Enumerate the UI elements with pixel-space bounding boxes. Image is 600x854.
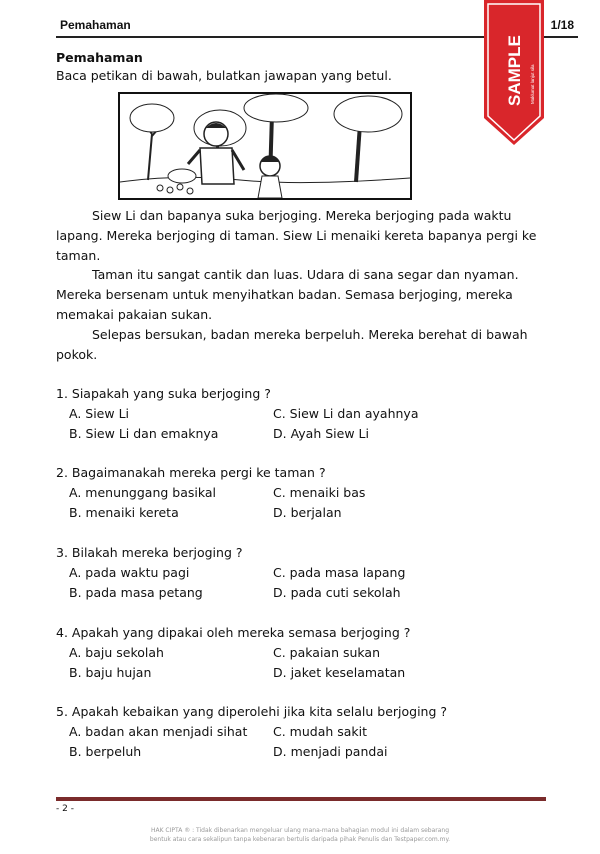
option-a[interactable]: A. pada waktu pagi [69, 565, 190, 580]
header-page-ref: 1/18 [550, 18, 574, 32]
option-c[interactable]: C. pada masa lapang [273, 565, 406, 580]
passage-paragraph-3: Selepas bersukan, badan mereka berpeluh. Mereka berehat di bawah pokok. [56, 327, 528, 362]
page-number: - 2 - [56, 804, 74, 814]
passage-paragraph-1: Siew Li dan bapanya suka berjoging. Mereka berjoging pada waktu lapang. Mereka berjoging di taman. Siew Li menaiki kereta bapanya pergi ke taman. [56, 208, 537, 263]
question-3 [56, 543, 556, 603]
option-b[interactable]: B. menaiki kereta [69, 505, 179, 520]
option-b[interactable]: B. baju hujan [69, 665, 152, 680]
park-scene-image [120, 94, 410, 198]
option-a[interactable]: A. badan akan menjadi sihat [69, 724, 248, 739]
option-d[interactable]: D. Ayah Siew Li [273, 426, 369, 441]
question-4 [56, 623, 556, 683]
option-d[interactable]: D. berjalan [273, 505, 342, 520]
option-d[interactable]: D. jaket keselamatan [273, 665, 406, 680]
question-text: 2. Bagaimanakah mereka pergi ke taman ? [56, 465, 326, 480]
question-text: 3. Bilakah mereka berjoging ? [56, 545, 243, 560]
jogging-illustration [118, 92, 412, 200]
ribbon-sub: Maklumat lanjut sila [530, 64, 535, 104]
option-b[interactable]: B. berpeluh [69, 744, 142, 759]
question-1 [56, 384, 556, 444]
option-a[interactable]: A. baju sekolah [69, 645, 164, 660]
option-a[interactable]: A. Siew Li [69, 406, 130, 421]
question-text: 4. Apakah yang dipakai oleh mereka semasa berjoging ? [56, 625, 411, 640]
question-5 [56, 702, 556, 762]
ribbon-label: SAMPLE [505, 35, 524, 106]
option-d[interactable]: D. menjadi pandai [273, 744, 388, 759]
header-section-title: Pemahaman [60, 18, 131, 32]
instruction-text: Baca petikan di bawah, bulatkan jawapan yang betul. [56, 68, 392, 83]
option-b[interactable]: B. Siew Li dan emaknya [69, 426, 219, 441]
copyright-notice: HAK CIPTA ® : Tidak dibenarkan mengeluar ulang mana-mana bahagian modul ini dalam sebarang bentuk atau cara sekalipun tanpa kebenaran bertulis daripada pihak Penulis dan Testpaper.com.my. [149, 827, 451, 843]
footer-divider [56, 797, 546, 801]
option-d[interactable]: D. pada cuti sekolah [273, 585, 401, 600]
option-b[interactable]: B. pada masa petang [69, 585, 203, 600]
sample-ribbon [484, 0, 544, 145]
option-c[interactable]: C. Siew Li dan ayahnya [273, 406, 419, 421]
question-text: 1. Siapakah yang suka berjoging ? [56, 386, 271, 401]
passage-paragraph-2: Taman itu sangat cantik dan luas. Udara di sana segar dan nyaman. Mereka bersenam untuk menyihatkan badan. Semasa berjoging, mereka memakai pakaian sukan. [56, 267, 519, 322]
option-c[interactable]: C. mudah sakit [273, 724, 368, 739]
option-c[interactable]: C. pakaian sukan [273, 645, 381, 660]
option-c[interactable]: C. menaiki bas [273, 485, 366, 500]
question-2 [56, 463, 556, 523]
option-a[interactable]: A. menunggang basikal [69, 485, 217, 500]
question-text: 5. Apakah kebaikan yang diperolehi jika kita selalu berjoging ? [56, 704, 448, 719]
worksheet-title: Pemahaman [56, 50, 143, 65]
